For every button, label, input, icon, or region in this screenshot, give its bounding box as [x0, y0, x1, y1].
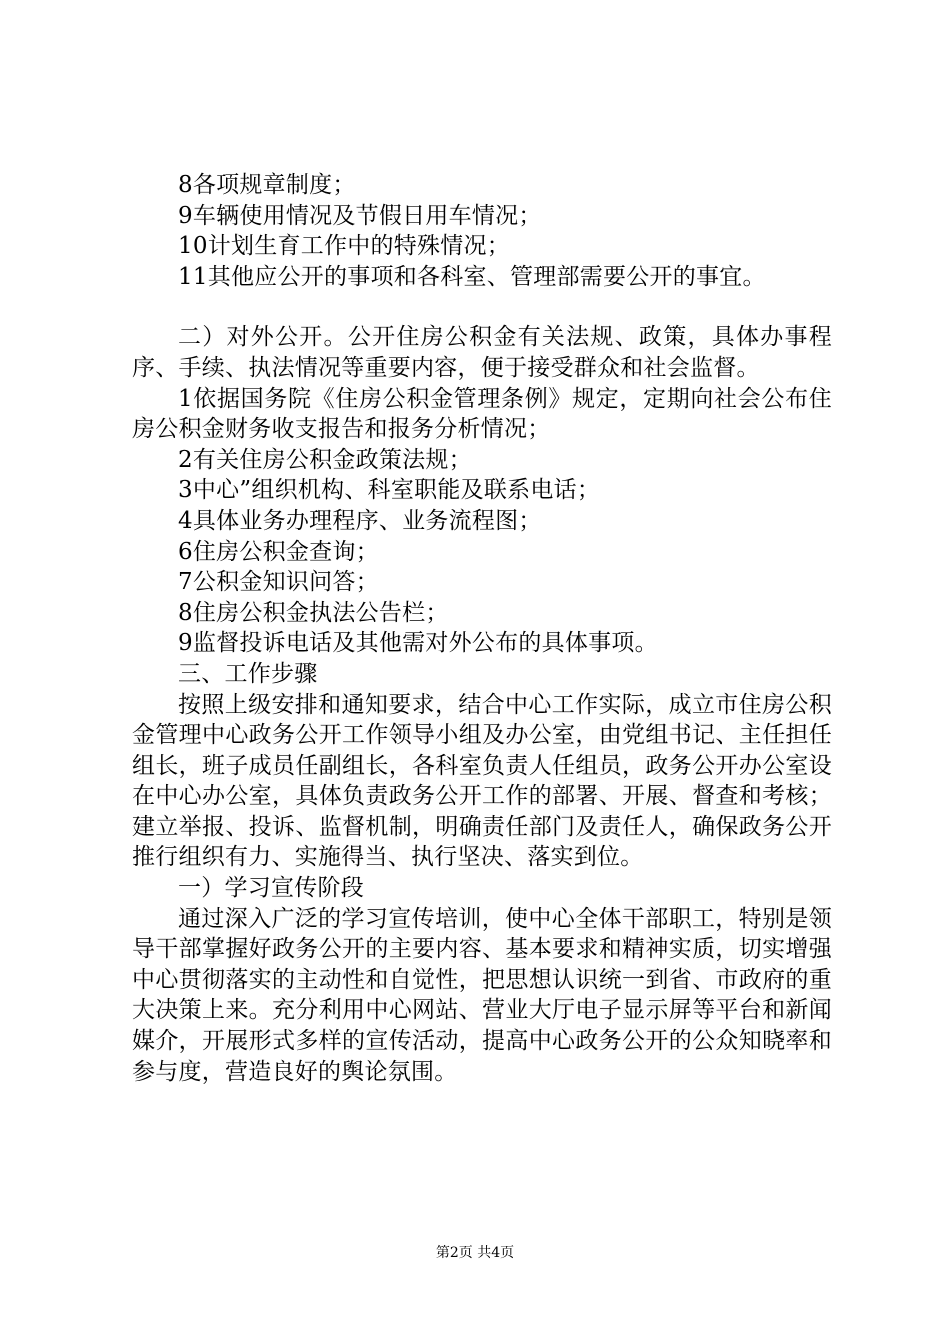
- list-item-rules: 8各项规章制度；: [178, 172, 356, 198]
- list-item-regulations-report: 1依据国务院《住房公积金管理条例》规定，定期向社会公布住房公积金财务收支报告和报务分析情况；: [132, 385, 832, 443]
- subsection-heading-publicity: 一）学习宣传阶段: [178, 875, 364, 902]
- list-item-family-planning: 10计划生育工作中的特殊情况；: [178, 233, 511, 260]
- paragraph-organization-setup: 按照上级安排和通知要求，结合中心工作实际，成立市住房公积金管理中心政务公开工作领导小组及办公室，由党组书记、主任担任组长，班子成员任副组长，各科室负责人任组员，政务公开办公室设在中心办公室，具体负责政务公开工作的部署、开展、督查和考核；建立举报、投诉、监督机制，明确责任部门及责任人，确保政务公开推行组织有力、实施得当、执行坚决、落实到位。: [132, 691, 832, 871]
- list-item-policies: 2有关住房公积金政策法规；: [178, 446, 472, 473]
- list-item-bulletin: 8住房公积金执法公告栏；: [178, 599, 449, 626]
- list-item-inquiry: 6住房公积金查询；: [178, 538, 379, 565]
- page-number: 第2页 共4页: [435, 1245, 515, 1261]
- list-item-procedures: 4具体业务办理程序、业务流程图；: [178, 507, 542, 534]
- section-external-disclosure: 二）对外公开。公开住房公积金有关法规、政策，具体办事程序、手续、执法情况等重要内容，便于接受群众和社会监督。: [132, 324, 832, 381]
- list-item-vehicles: 9车辆使用情况及节假日用车情况；: [178, 202, 542, 229]
- list-item-other-matters: 11其他应公开的事项和各科室、管理部需要公开的事宜。: [178, 263, 766, 290]
- document-body: [132, 170, 832, 1087]
- paragraph-spacer: [132, 292, 832, 322]
- paragraph-publicity: 通过深入广泛的学习宣传培训，使中心全体干部职工，特别是领导干部掌握好政务公开的主要内容、基本要求和精神实质，切实增强中心贯彻落实的主动性和自觉性，把思想认识统一到省、市政府的重大决策上来。充分利用中心网站、营业大厅电子显示屏等平台和新闻媒介，开展形式多样的宣传活动，提高中心政务公开的公众知晓率和参与度，营造良好的舆论氛围。: [132, 905, 832, 1085]
- section-heading-work-steps: 三、工作步骤: [178, 660, 318, 687]
- list-item-organization: 3中心”组织机构、科室职能及联系电话；: [178, 477, 601, 504]
- list-item-qa: 7公积金知识问答；: [178, 569, 379, 596]
- list-item-complaints: 9监督投诉电话及其他需对外公布的具体事项。: [178, 630, 658, 657]
